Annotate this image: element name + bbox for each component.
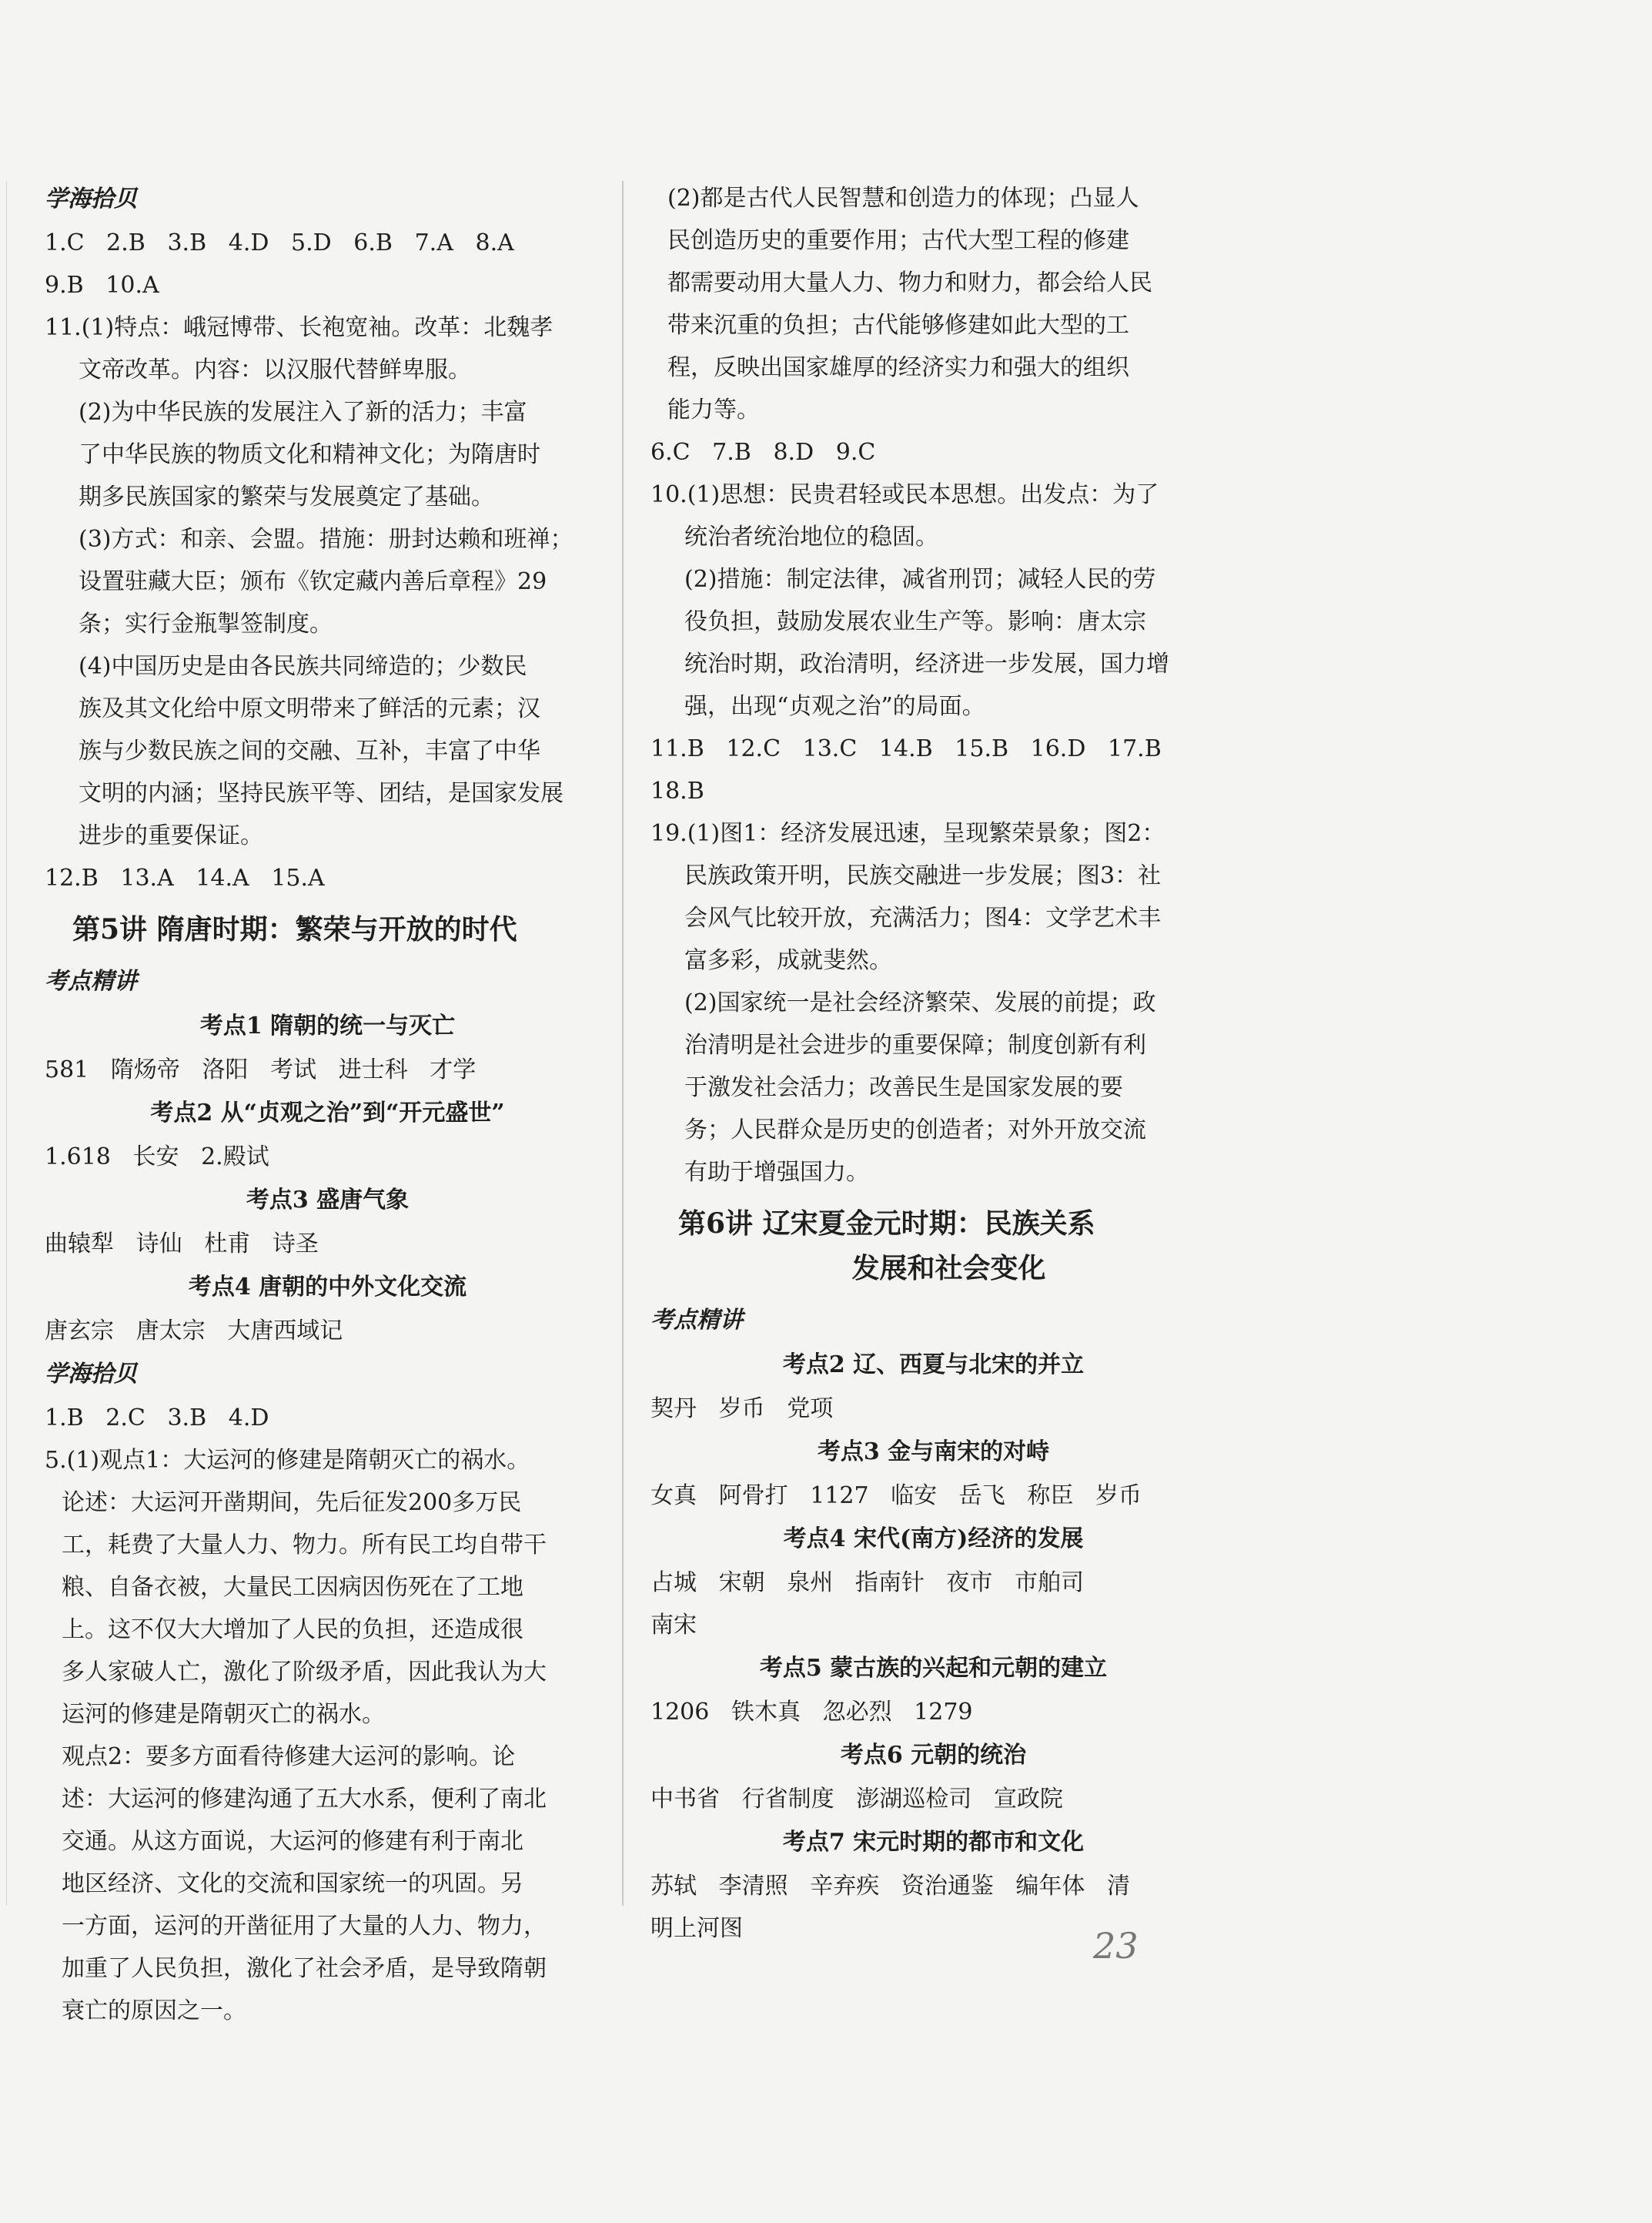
text-line: 交通。从这方面说，大运河的修建有利于南北 (62, 1828, 523, 1855)
text-line: 581 隋炀帝 洛阳 考试 进士科 才学 (45, 1056, 477, 1083)
text-line: 曲辕犁 诗仙 杜甫 诗圣 (45, 1230, 319, 1257)
topic-heading: 考点1 隋朝的统一与灭亡 (199, 1013, 456, 1040)
topic-heading: 考点5 蒙古族的兴起和元朝的建立 (759, 1655, 1108, 1682)
text-line: 都需要动用大量人力、物力和财力，都会给人民 (667, 270, 1152, 296)
text-line: 有助于增强国力。 (684, 1159, 869, 1186)
text-line: 中书省 行省制度 澎湖巡检司 宣政院 (650, 1786, 1063, 1813)
text-line: 统治者统治地位的稳固。 (684, 524, 938, 551)
text-line: 契丹 岁币 党项 (650, 1395, 834, 1422)
chapter-title: 第5讲 隋唐时期：繁荣与开放的时代 (72, 913, 517, 946)
text-line: 苏轼 李清照 辛弃疾 资治通鉴 编年体 清 (650, 1873, 1131, 1900)
text-line: 一方面，运河的开凿征用了大量的人力、物力， (62, 1913, 547, 1940)
text-line: 族及其文化给中原文明带来了鲜活的元素；汉 (79, 695, 540, 722)
text-line: (2)措施：制定法律，减省刑罚；减轻人民的劳 (684, 566, 1156, 593)
chapter-title-cont: 发展和社会变化 (851, 1252, 1046, 1284)
left-column (45, 177, 610, 2032)
text-line: 6.C 7.B 8.D 9.C (650, 439, 876, 466)
topic-heading: 考点4 宋代(南方)经济的发展 (783, 1525, 1084, 1552)
text-line: 10.(1)思想：民贵君轻或民本思想。出发点：为了 (650, 481, 1159, 508)
text-line: 12.B 13.A 14.A 15.A (45, 865, 325, 892)
text-line: 文帝改革。内容：以汉服代替鲜卑服。 (79, 357, 471, 383)
spacer (650, 1194, 1216, 1201)
chapter-title: 第6讲 辽宋夏金元时期：民族关系 (678, 1207, 1095, 1240)
spacer (45, 952, 610, 959)
text-line: 统治时期，政治清明，经济进一步发展，国力增 (684, 651, 1169, 678)
page-number: 23 (1093, 1925, 1139, 1967)
text-line: 治清明是社会进步的重要保障；制度创新有利 (684, 1032, 1146, 1059)
topic-heading: 考点6 元朝的统治 (840, 1742, 1027, 1769)
text-line: 工，耗费了大量人力、物力。所有民工均自带干 (62, 1532, 547, 1558)
text-line: 唐玄宗 唐太宗 大唐西域记 (45, 1317, 343, 1344)
topic-heading: 考点2 辽、西夏与北宋的并立 (782, 1351, 1085, 1378)
text-line: (2)为中华民族的发展注入了新的活力；丰富 (79, 399, 527, 426)
text-line: 族与少数民族之间的交融、互补，丰富了中华 (79, 738, 540, 765)
text-line: 役负担，鼓励发展农业生产等。影响：唐太宗 (684, 608, 1146, 635)
text-line: (4)中国历史是由各民族共同缔造的；少数民 (79, 653, 527, 680)
text-line: 条；实行金瓶掣签制度。 (79, 611, 333, 638)
topic-heading: 考点3 金与南宋的对峙 (817, 1438, 1050, 1465)
text-line: (3)方式：和亲、会盟。措施：册封达赖和班禅； (79, 526, 574, 553)
text-line: 述：大运河的修建沟通了五大水系，便利了南北 (62, 1786, 547, 1813)
text-line: 强，出现“贞观之治”的局面。 (684, 693, 985, 720)
text-line: 进步的重要保证。 (79, 822, 263, 849)
text-line: 明上河图 (650, 1915, 743, 1942)
text-line: 1206 铁木真 忽必烈 1279 (650, 1699, 973, 1726)
text-line: 于激发社会活力；改善民生是国家发展的要 (684, 1074, 1123, 1101)
text-line: 11.(1)特点：峨冠博带、长袍宽袖。改革：北魏孝 (45, 314, 553, 341)
text-line: 粮、自备衣被，大量民工因病因伤死在了工地 (62, 1574, 523, 1601)
text-line: 南宋 (650, 1612, 697, 1639)
text-line: 加重了人民负担，激化了社会矛盾，是导致隋朝 (62, 1955, 547, 1982)
topic-heading: 考点7 宋元时期的都市和文化 (782, 1829, 1085, 1856)
text-line: 衰亡的原因之一。 (62, 1997, 246, 2024)
text-line: 5.(1)观点1：大运河的修建是隋朝灭亡的祸水。 (45, 1447, 530, 1474)
text-line: 能力等。 (667, 397, 760, 424)
text-line: 1.C 2.B 3.B 4.D 5.D 6.B 7.A 8.A (45, 229, 514, 256)
text-line: 1.B 2.C 3.B 4.D (45, 1404, 269, 1431)
section-label: 考点精讲 (45, 968, 137, 995)
text-line: (2)都是古代人民智慧和创造力的体现；凸显人 (667, 185, 1139, 212)
section-label: 学海拾贝 (45, 1361, 137, 1388)
text-line: 论述：大运河开凿期间，先后征发200多万民 (62, 1489, 522, 1516)
column-divider (622, 181, 624, 1906)
text-line: 期多民族国家的繁荣与发展奠定了基础。 (79, 484, 494, 511)
text-line: 9.B 10.A (45, 272, 159, 299)
text-line: 18.B (650, 778, 704, 805)
text-line: (2)国家统一是社会经济繁荣、发展的前提；政 (684, 989, 1156, 1016)
text-line: 了中华民族的物质文化和精神文化；为隋唐时 (79, 441, 540, 468)
text-line: 务；人民群众是历史的创造者；对外开放交流 (684, 1117, 1146, 1143)
topic-heading: 考点4 唐朝的中外文化交流 (188, 1274, 467, 1301)
text-line: 上。这不仅大大增加了人民的负担，还造成很 (62, 1616, 523, 1643)
text-line: 带来沉重的负担；古代能够修建如此大型的工 (667, 312, 1129, 339)
text-line: 运河的修建是隋朝灭亡的祸水。 (62, 1701, 385, 1728)
text-line: 占城 宋朝 泉州 指南针 夜市 市舶司 (650, 1569, 1085, 1596)
text-line: 设置驻藏大臣；颁布《钦定藏内善后章程》29 (79, 568, 547, 595)
text-line: 19.(1)图1：经济发展迅速，呈现繁荣景象；图2： (650, 820, 1165, 847)
section-label: 学海拾贝 (45, 186, 137, 213)
text-line: 文明的内涵；坚持民族平等、团结，是国家发展 (79, 780, 563, 807)
text-line: 女真 阿骨打 1127 临安 岳飞 称臣 岁币 (650, 1482, 1142, 1509)
text-line: 富多彩，成就斐然。 (684, 947, 892, 974)
topic-heading: 考点3 盛唐气象 (246, 1187, 410, 1214)
text-line: 11.B 12.C 13.C 14.B 15.B 16.D 17.B (650, 735, 1162, 762)
text-line: 多人家破人亡，激化了阶级矛盾，因此我认为大 (62, 1659, 547, 1686)
text-line: 会风气比较开放，充满活力；图4：文学艺术丰 (684, 905, 1162, 932)
text-line: 地区经济、文化的交流和国家统一的巩固。另 (62, 1870, 523, 1897)
text-line: 民族政策开明，民族交融进一步发展；图3：社 (684, 862, 1162, 889)
spacer (650, 1291, 1216, 1298)
text-line: 观点2：要多方面看待修建大运河的影响。论 (62, 1743, 516, 1770)
section-label: 考点精讲 (650, 1307, 743, 1334)
text-line: 程，反映出国家雄厚的经济实力和强大的组织 (667, 354, 1129, 381)
text-line: 1.618 长安 2.殿试 (45, 1143, 269, 1170)
text-line: 民创造历史的重要作用；古代大型工程的修建 (667, 227, 1129, 254)
right-column (650, 177, 1216, 1950)
topic-heading: 考点2 从“贞观之治”到“开元盛世” (150, 1100, 505, 1127)
spacer (45, 899, 610, 907)
scan-edge-line (6, 181, 7, 1906)
